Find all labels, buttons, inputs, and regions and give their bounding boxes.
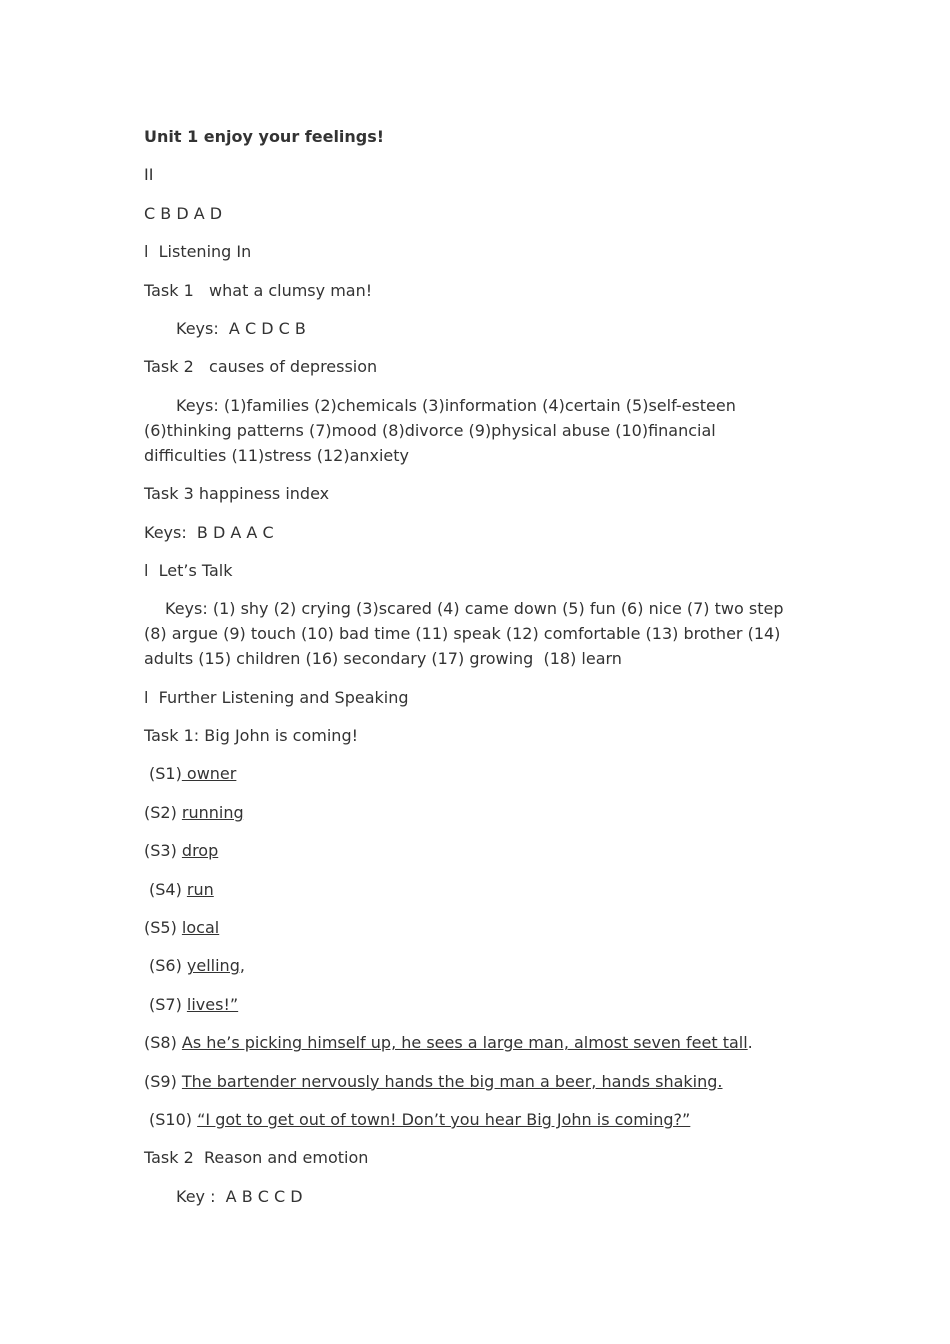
s-item-3 (144, 838, 794, 863)
task1-title: Task 1 what a clumsy man! (144, 280, 373, 300)
lets-talk-heading: l Let’s Talk (144, 560, 233, 580)
s-item-label: (S4) (149, 879, 187, 899)
further-listening-heading: l Further Listening and Speaking (144, 687, 409, 707)
s-item-answer: owner (181, 764, 237, 784)
s-item-2 (144, 800, 794, 825)
s-item-label: (S10) (149, 1109, 198, 1129)
s-item-answer: lives!” (186, 994, 239, 1014)
s-item-4 (144, 877, 794, 902)
s-item-label: (S1) (149, 764, 182, 784)
s-item-answer: “I got to get out of town! Don’t you hear Big John is coming?” (197, 1109, 691, 1129)
s-item-label: (S5) (144, 918, 182, 938)
s-item-label: (S3) (144, 841, 182, 861)
s-item-answer: drop (181, 841, 219, 861)
listening-in-heading: l Listening In (144, 242, 252, 262)
task3-keys: Keys: B D A A C (144, 522, 274, 542)
s-item-answer: The bartender nervously hands the big man a beer, hands shaking. (181, 1071, 723, 1091)
further-task1-title: Task 1: Big John is coming! (144, 726, 359, 746)
s-item-tail: , (239, 956, 245, 976)
section-ii-heading: II (144, 165, 154, 185)
task1-keys: Keys: A C D C B (176, 318, 306, 338)
task2-title: Task 2 causes of depression (144, 357, 378, 377)
s-item-6 (144, 953, 794, 978)
s-item-answer: As he’s picking himself up, he sees a large man, almost seven feet tall (181, 1033, 748, 1053)
task2-keys: Keys: (1)families (2)chemicals (3)information (4)certain (5)self-esteen (6)thinking patterns (7)mood (8)divorce (9)physical abuse (10)financial difficulties (11)stress (12)anxiety (144, 395, 741, 465)
unit-title: Unit 1 enjoy your feelings! (144, 127, 385, 146)
document-page (144, 124, 794, 1222)
s-item-label: (S9) (144, 1071, 182, 1091)
s-item-answer: yelling (186, 956, 240, 976)
s-item-8 (144, 1030, 794, 1055)
s-item-label: (S2) (144, 802, 182, 822)
further-task2-key: Key : A B C C D (176, 1186, 303, 1206)
s-item-7 (144, 992, 794, 1017)
lets-talk-keys: Keys: (1) shy (2) crying (3)scared (4) came down (5) fun (6) nice (7) two step (8) argue (9) touch (10) bad time (11) speak (12) comfortable (13) brother (14) adults (15) children (16) secondary (17) growing (18) learn (144, 599, 789, 669)
s-item-answer: running (181, 802, 244, 822)
s-item-10 (144, 1107, 794, 1132)
s-item-1 (144, 761, 794, 786)
s-item-5 (144, 915, 794, 940)
s-item-answer: run (186, 879, 214, 899)
s-item-answer: local (181, 918, 220, 938)
s-item-label: (S6) (149, 956, 187, 976)
s-item-tail: . (747, 1033, 753, 1053)
s-item-label: (S8) (144, 1033, 182, 1053)
further-task2-title: Task 2 Reason and emotion (144, 1148, 369, 1168)
task3-title: Task 3 happiness index (144, 484, 330, 504)
section-ii-keys: C B D A D (144, 203, 223, 223)
s-item-label: (S7) (149, 994, 187, 1014)
s-item-9 (144, 1069, 794, 1094)
